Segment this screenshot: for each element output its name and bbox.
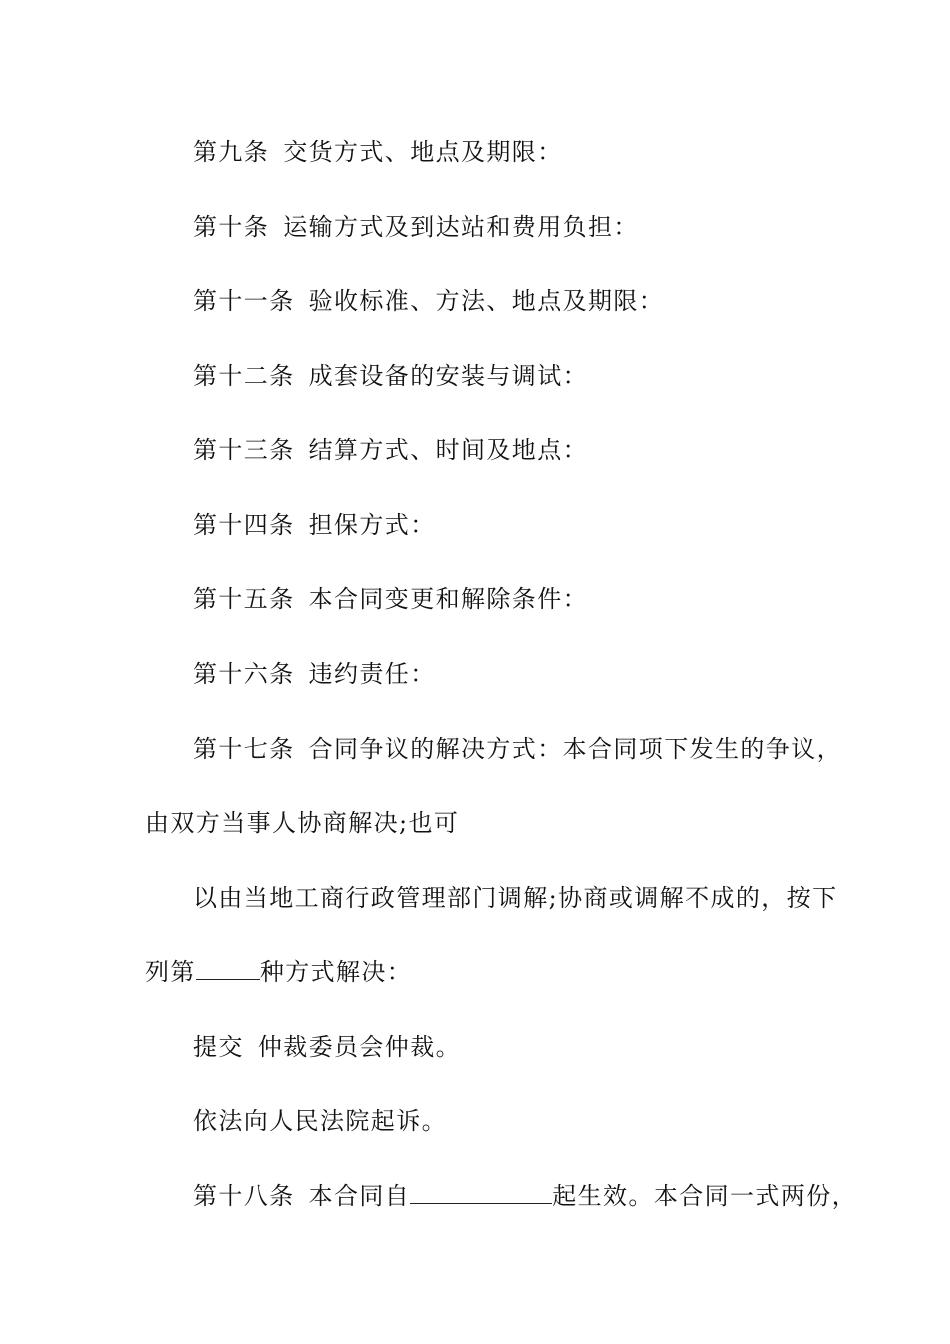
paragraph-text: 仲裁委员会仲裁。: [257, 1033, 462, 1061]
article-number: 第十六条: [193, 660, 295, 688]
article-text: 运输方式及到达站和费用负担：: [283, 213, 639, 241]
article-text: 合同争议的解决方式：本合同项下发生的争议，: [308, 735, 843, 763]
option-arbitration: [193, 1032, 461, 1062]
article-14: [193, 510, 436, 540]
article-number: 第十二条: [193, 362, 295, 390]
option-blank: [196, 957, 260, 980]
article-number: 第十三条: [193, 436, 295, 464]
option-litigation: [193, 1106, 447, 1136]
article-number: 第十四条: [193, 511, 295, 539]
article-number: 第十条: [193, 213, 270, 241]
article-number: 第十五条: [193, 585, 295, 613]
article-number: 第九条: [193, 138, 270, 166]
article-13: [193, 435, 588, 465]
article-16: [193, 659, 436, 689]
article-text: 验收标准、方法、地点及期限：: [308, 287, 665, 315]
article-text: 成套设备的安装与调试：: [308, 362, 589, 390]
article-text: 本合同变更和解除条件：: [308, 585, 589, 613]
article-text: 交货方式、地点及期限：: [283, 138, 563, 166]
article-number: 第十一条: [193, 287, 295, 315]
article-12: [193, 361, 588, 391]
paragraph-text: 本合同自: [308, 1182, 411, 1210]
paragraph-text: 依法向人民法院起诉。: [193, 1107, 447, 1135]
paragraph-text: 由双方当事人协商解决;也可: [145, 809, 460, 837]
paragraph-text: 种方式解决：: [259, 958, 413, 986]
article-17: [193, 734, 842, 764]
article-number: 第十八条: [193, 1182, 295, 1210]
effective-date-blank: [410, 1181, 552, 1204]
article-17-continued: [145, 808, 459, 838]
article-17-paragraph-2: [193, 883, 837, 913]
article-17-option-line: [145, 957, 412, 987]
article-text: 违约责任：: [308, 660, 436, 688]
paragraph-text: 提交: [193, 1033, 244, 1061]
paragraph-text: 以由当地工商行政管理部门调解;协商或调解不成的，按下: [193, 884, 838, 912]
paragraph-text: 列第: [145, 958, 196, 986]
paragraph-text: 起生效。本合同一式两份，: [552, 1182, 858, 1210]
article-10: [193, 212, 639, 242]
article-18: [193, 1181, 857, 1211]
article-text: 结算方式、时间及地点：: [308, 436, 589, 464]
article-9: [193, 137, 563, 167]
article-11: [193, 286, 664, 316]
article-text: 担保方式：: [308, 511, 436, 539]
article-number: 第十七条: [193, 735, 295, 763]
article-15: [193, 584, 588, 614]
